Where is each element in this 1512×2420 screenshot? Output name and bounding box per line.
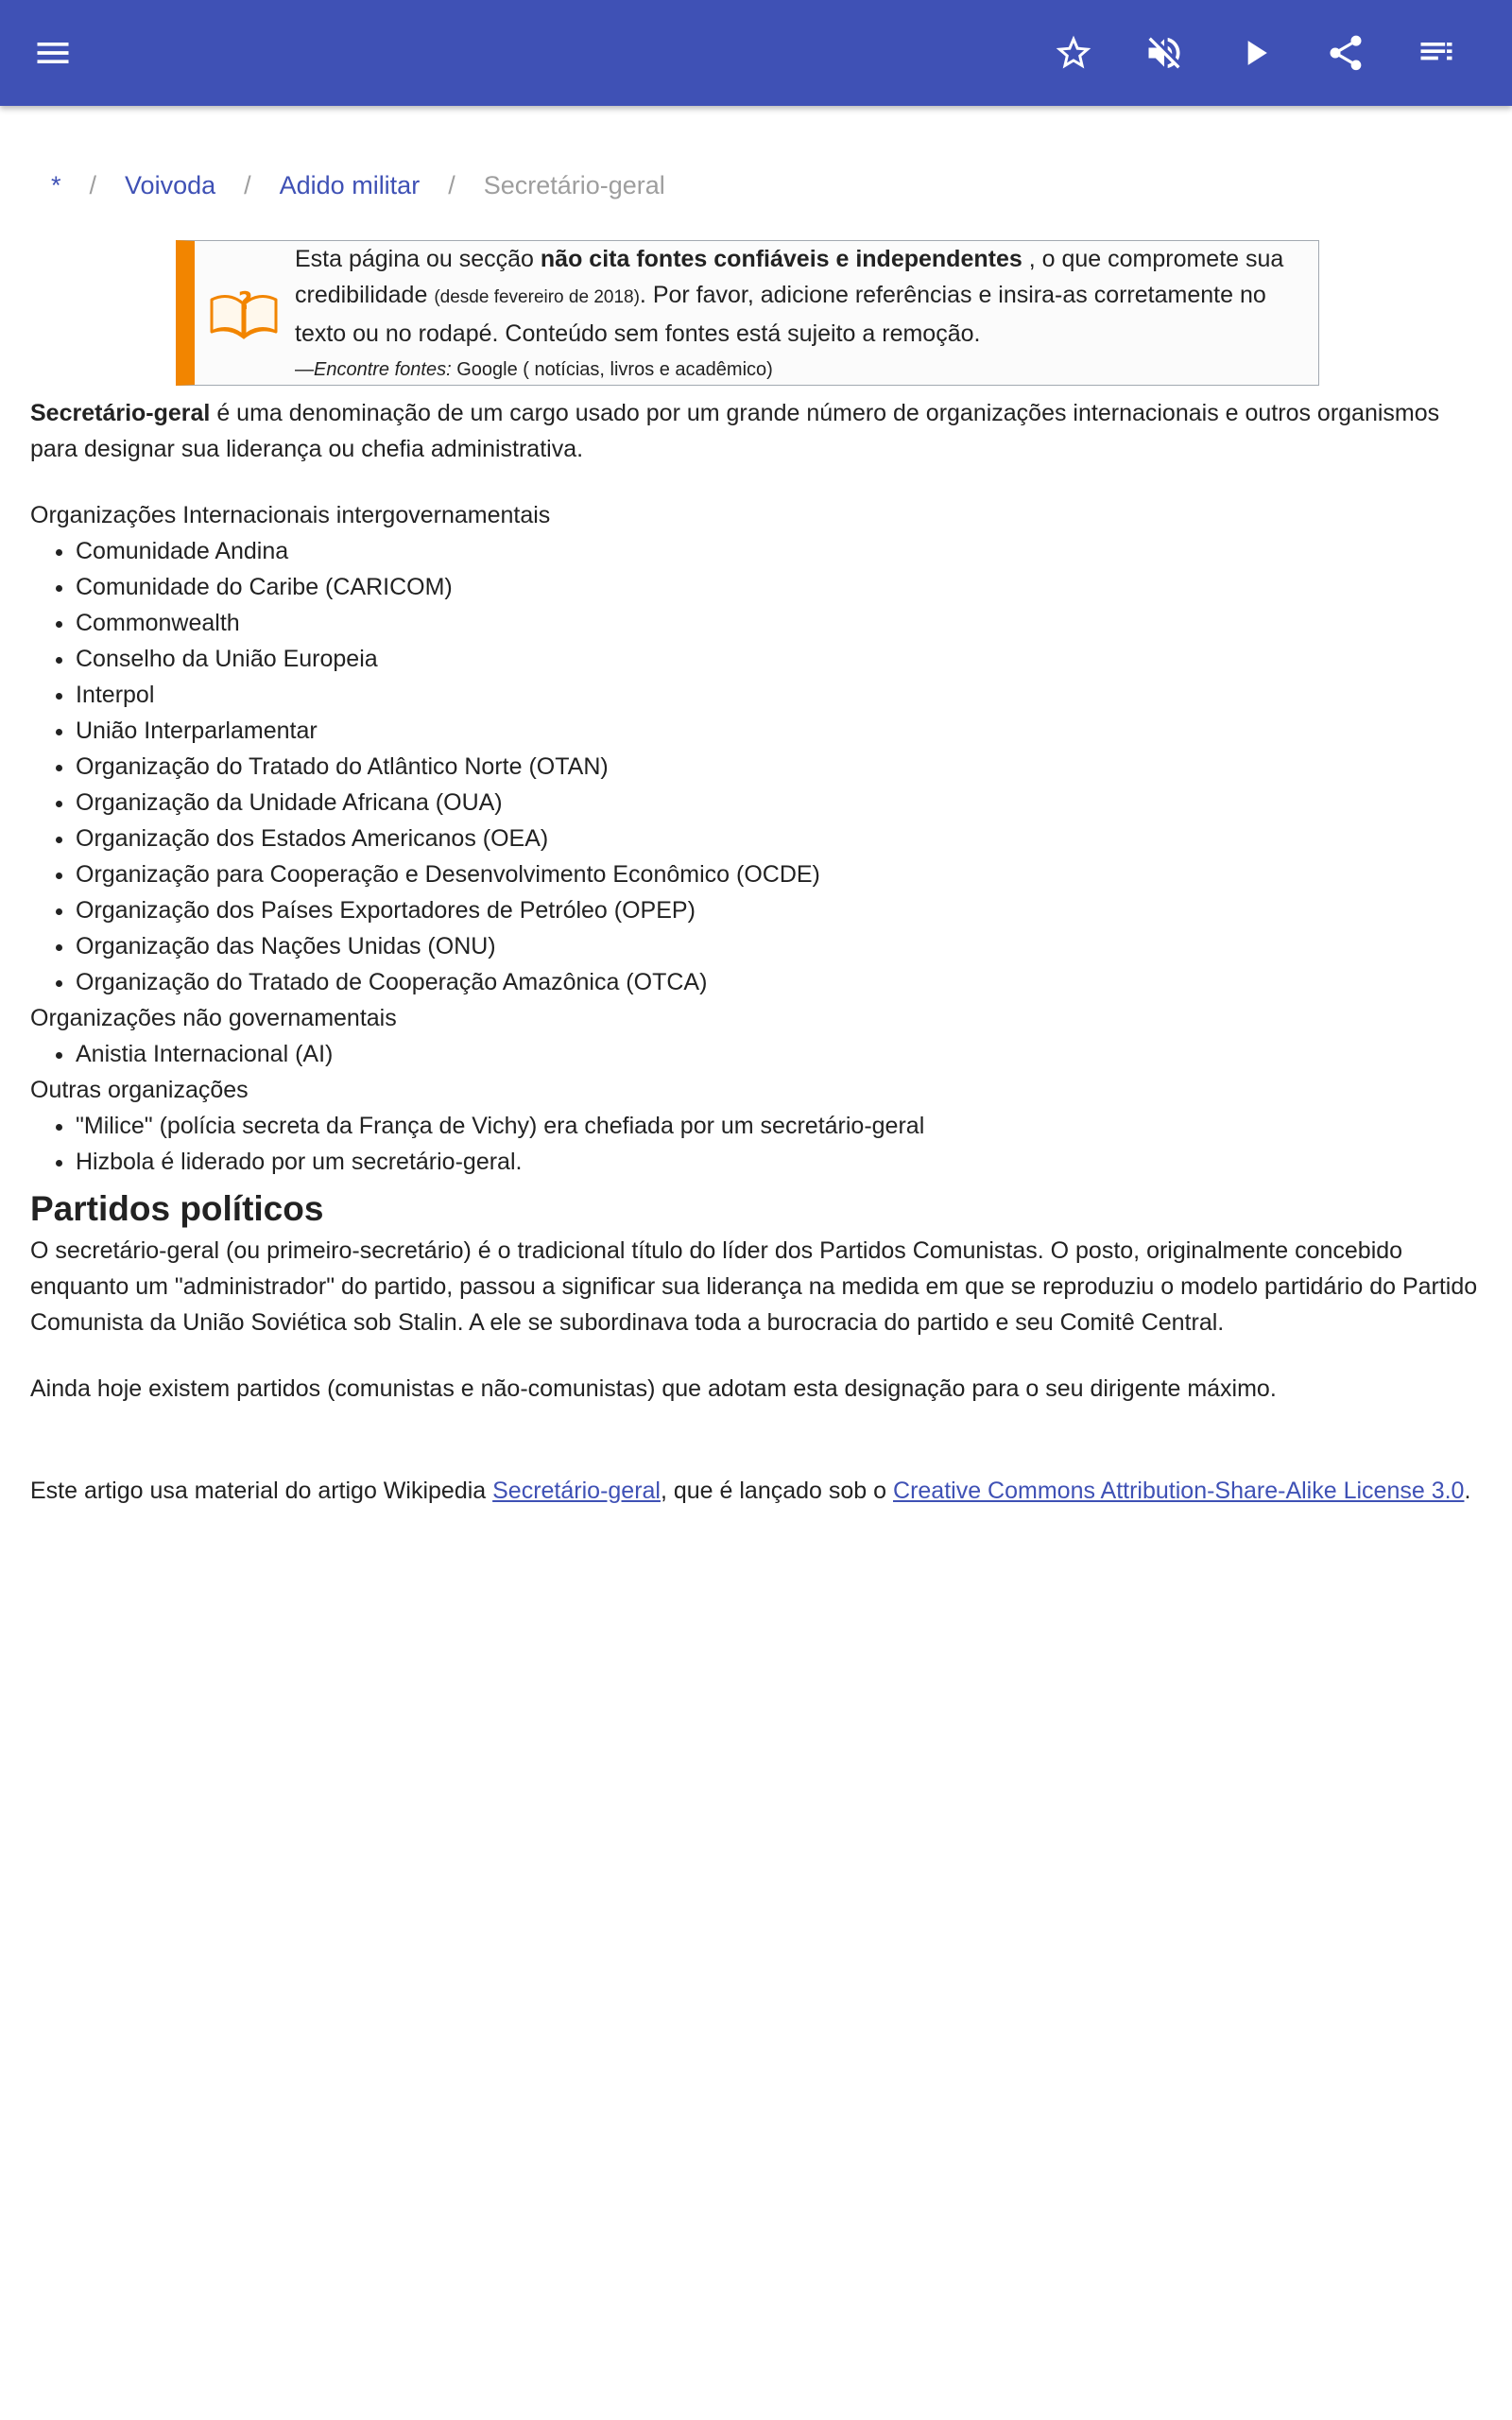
section-label-non-governmental: Organizações não governamentais	[30, 1005, 397, 1031]
warning-date: (desde fevereiro de 2018)	[434, 287, 640, 307]
app-bar	[0, 0, 1512, 106]
footer-text: , que é lançado sob o	[660, 1478, 894, 1504]
intro-paragraph	[30, 395, 1482, 467]
list-item: • Organização das Nações Unidas (ONU)	[76, 928, 1482, 964]
contents-button[interactable]	[1404, 21, 1469, 85]
find-sources-line	[295, 355, 1315, 384]
playlist-icon	[1416, 32, 1457, 74]
list-item: • "Milice" (polícia secreta da França de Vichy) era chefiada por um secretário-geral	[76, 1108, 1482, 1144]
list-item: • Comunidade Andina	[76, 533, 1482, 569]
play-icon	[1234, 32, 1276, 74]
list-intergovernmental	[30, 533, 1482, 1000]
list-item: • Organização dos Estados Americanos (OEA)	[76, 821, 1482, 856]
intro-text: é uma denominação de um cargo usado por um grande número de organizações internacionais e outros organismos para designar sua liderança ou chefia administrativa.	[30, 400, 1440, 462]
political-parties-paragraph-2: Ainda hoje existem partidos (comunistas e não-comunistas) que adotam esta designação para o seu dirigente máximo.	[30, 1375, 1277, 1402]
volume-off-icon	[1143, 32, 1185, 74]
footer-text: .	[1464, 1478, 1471, 1504]
share-button[interactable]	[1314, 21, 1378, 85]
wikipedia-article-link[interactable]: Secretário-geral	[492, 1478, 661, 1504]
play-button[interactable]	[1223, 21, 1287, 85]
warning-text	[295, 241, 1315, 384]
section-label-intergovernmental: Organizações Internacionais intergovernamentais	[30, 502, 551, 528]
breadcrumb-root[interactable]: *	[51, 171, 61, 199]
breadcrumb-separator: /	[244, 171, 251, 199]
warning-text-intro: Esta página ou secção	[295, 246, 541, 272]
find-sources-links[interactable]: Google ( notícias, livros e acadêmico)	[451, 359, 773, 380]
license-footer	[30, 1473, 1482, 1509]
find-sources-dash: —	[295, 359, 314, 380]
mute-button[interactable]	[1132, 21, 1196, 85]
star-outline-icon	[1053, 32, 1094, 74]
list-item: • Comunidade do Caribe (CARICOM)	[76, 569, 1482, 605]
warning-text-end: . Por favor, adicione referências e insira-as corretamente no texto ou no rodapé. Conteúdo sem fontes está sujeito a remoção.	[295, 282, 1266, 347]
section-heading-political-parties: Partidos políticos	[30, 1189, 324, 1228]
warning-text-bold: não cita fontes confiáveis e independentes	[540, 246, 1022, 272]
breadcrumb-item-voivoda[interactable]: Voivoda	[125, 171, 216, 199]
political-parties-paragraph: O secretário-geral (ou primeiro-secretário) é o tradicional título do líder dos Partidos Comunistas. O posto, originalmente concebido enquanto um "administrador" do partido, passou a significar sua liderança na medida em que se reproduziu o modelo partidário do Partido Comunista da União Soviética sob Stalin. A ele se subordinava toda a burocracia do partido e seu Comitê Central.	[30, 1237, 1478, 1336]
list-item: • Organização dos Países Exportadores de Petróleo (OPEP)	[76, 892, 1482, 928]
list-item: • Hizbola é liderado por um secretário-geral.	[76, 1144, 1482, 1180]
list-item: • Organização do Tratado de Cooperação Amazônica (OTCA)	[76, 964, 1482, 1000]
list-item: • Anistia Internacional (AI)	[76, 1036, 1482, 1072]
list-item: • Interpol	[76, 677, 1482, 713]
list-item: • Commonwealth	[76, 605, 1482, 641]
article-content	[30, 106, 1482, 1509]
unsourced-warning-box	[176, 240, 1319, 386]
section-label-other: Outras organizações	[30, 1077, 249, 1103]
menu-button[interactable]	[21, 21, 85, 85]
list-non-governmental	[30, 1036, 1482, 1072]
warning-text-mid: , o que compromete sua credibilidade	[295, 246, 1284, 308]
breadcrumb	[30, 166, 1482, 204]
breadcrumb-separator: /	[89, 171, 97, 199]
breadcrumb-separator: /	[448, 171, 455, 199]
list-other	[30, 1108, 1482, 1180]
svg-text:?: ?	[238, 287, 253, 316]
bookmark-button[interactable]	[1041, 21, 1106, 85]
share-icon	[1325, 32, 1366, 74]
footer-text: Este artigo usa material do artigo Wikipedia	[30, 1478, 493, 1504]
license-link[interactable]: Creative Commons Attribution-Share-Alike License 3.0	[893, 1478, 1465, 1504]
find-sources-label: Encontre fontes:	[314, 359, 452, 380]
book-question-icon	[208, 281, 280, 343]
list-item: • Organização do Tratado do Atlântico Norte (OTAN)	[76, 749, 1482, 785]
menu-icon	[32, 32, 74, 74]
list-item: • Organização para Cooperação e Desenvolvimento Econômico (OCDE)	[76, 856, 1482, 892]
list-item: • Organização da Unidade Africana (OUA)	[76, 785, 1482, 821]
intro-term: Secretário-geral	[30, 400, 211, 426]
list-item: • União Interparlamentar	[76, 713, 1482, 749]
list-item: • Conselho da União Europeia	[76, 641, 1482, 677]
breadcrumb-current: Secretário-geral	[483, 171, 665, 199]
breadcrumb-item-adido-militar[interactable]: Adido militar	[279, 171, 421, 199]
